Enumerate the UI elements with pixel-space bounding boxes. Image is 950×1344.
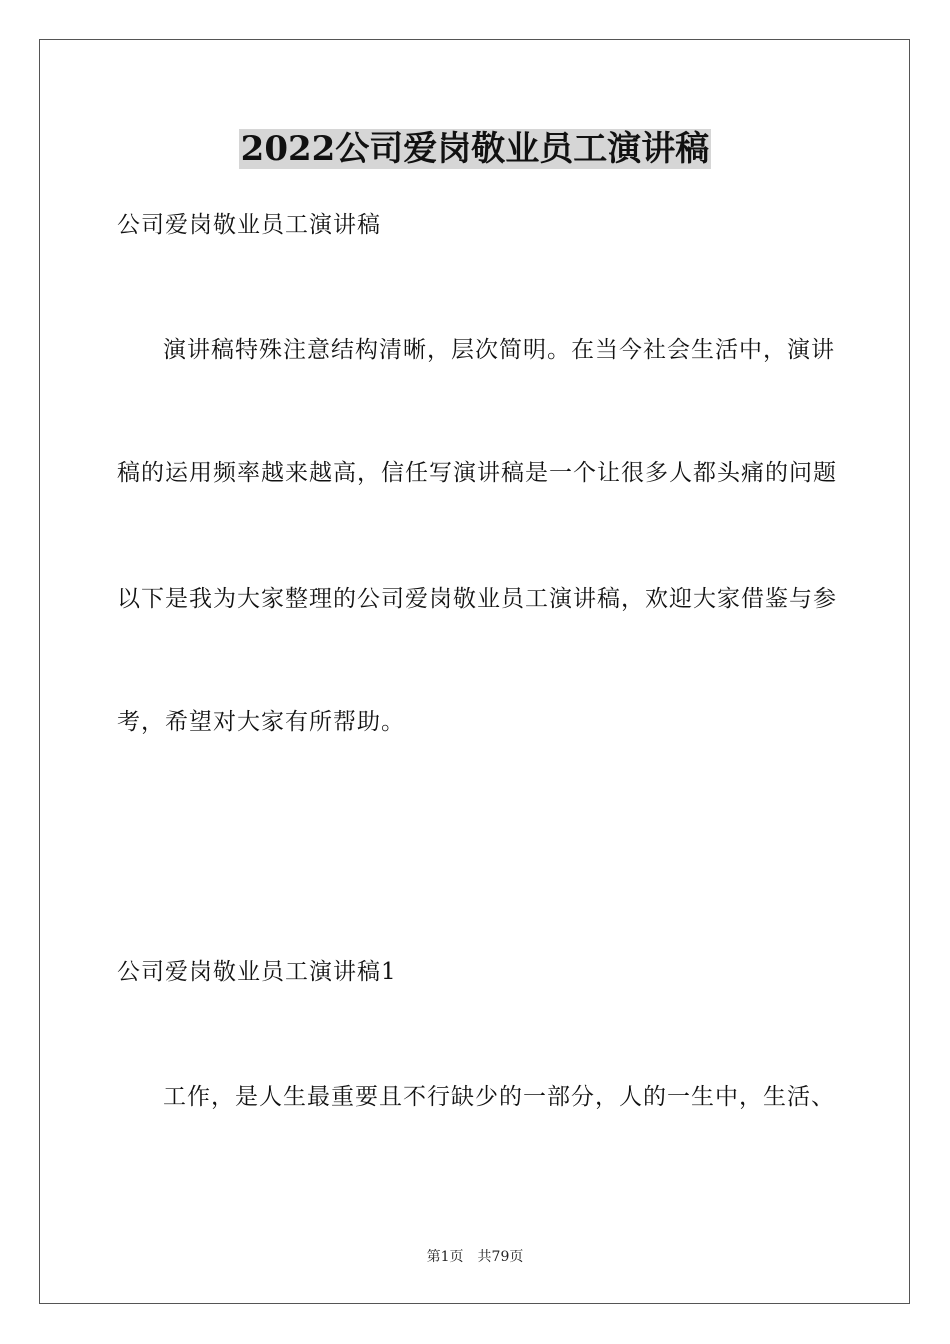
paragraph-line: 稿的运用频率越来越高，信任写演讲稿是一个让很多人都头痛的问题 xyxy=(117,460,837,486)
document-subtitle: 公司爱岗敬业员工演讲稿 xyxy=(117,212,381,238)
document-title xyxy=(0,124,950,174)
page-total: 共79页 xyxy=(477,1249,524,1265)
page-number: 第1页 xyxy=(426,1249,464,1265)
paragraph-line: 考，希望对大家有所帮助。 xyxy=(117,709,405,735)
page-footer xyxy=(0,1247,950,1267)
paragraph-line: 演讲稿特殊注意结构清晰，层次简明。在当今社会生活中，演讲 xyxy=(163,337,835,363)
section-heading: 公司爱岗敬业员工演讲稿1 xyxy=(117,959,397,985)
paragraph-line: 工作，是人生最重要且不行缺少的一部分，人的一生中，生活、 xyxy=(163,1084,835,1110)
document-title-text: 2022公司爱岗敬业员工演讲稿 xyxy=(240,129,710,169)
paragraph-line: 以下是我为大家整理的公司爱岗敬业员工演讲稿，欢迎大家借鉴与参 xyxy=(117,586,837,612)
